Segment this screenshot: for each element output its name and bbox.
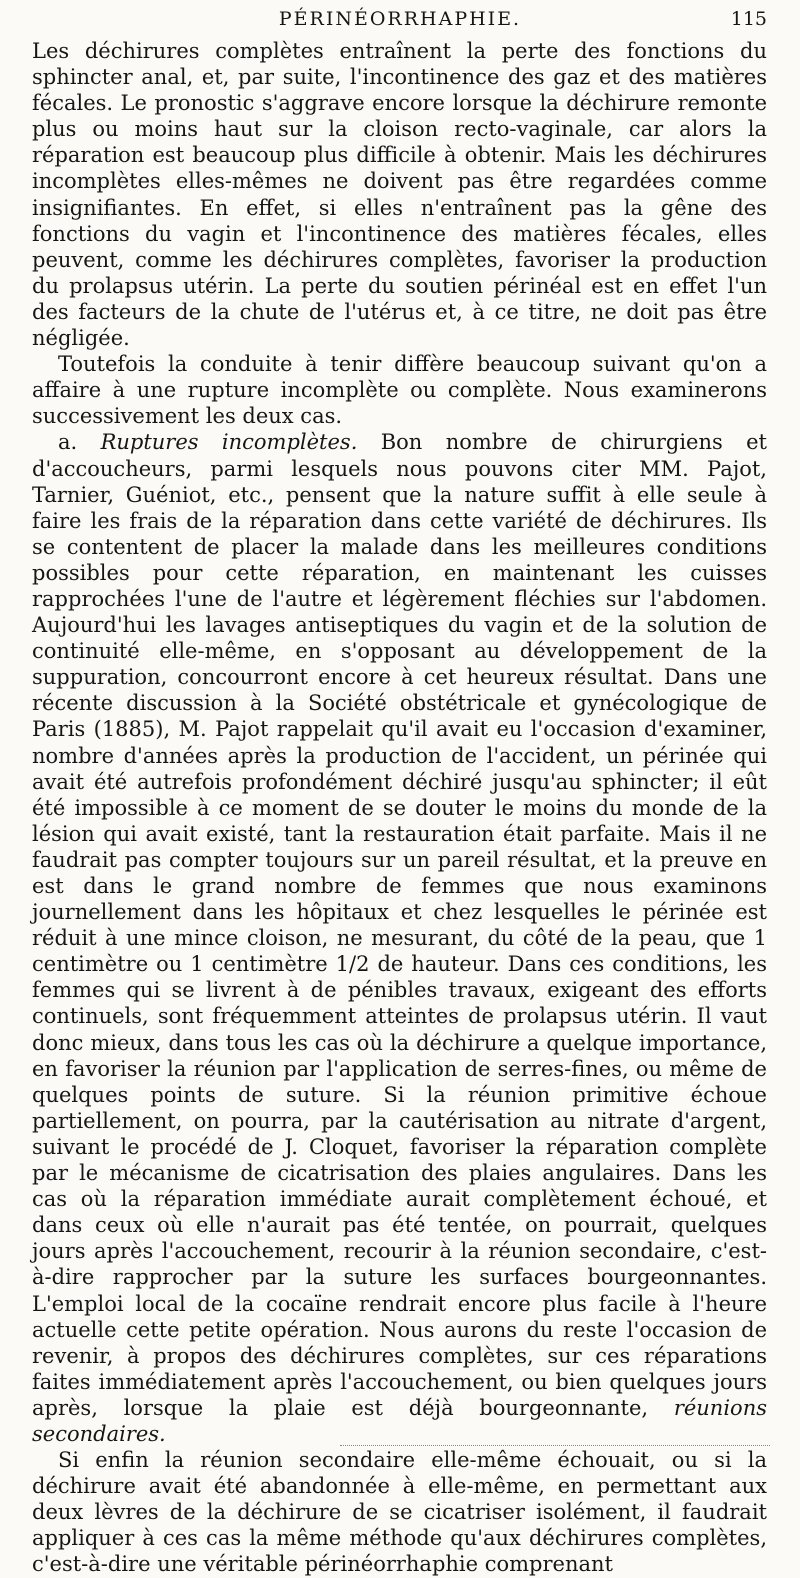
text-run: Toutefois la conduite à tenir diffère beaucoup suivant qu'on a affaire à une rupture incomplète ou complète. Nous examinerons successivement les deux cas. bbox=[32, 352, 767, 429]
text-run: a. bbox=[58, 430, 101, 455]
paragraph-4 bbox=[32, 1447, 767, 1577]
paragraph-1 bbox=[32, 38, 767, 351]
text-run: Si enfin la réunion secondaire elle-même échouait, ou si la déchirure avait été abandonnée à elle-même, en permettant aux deux lèvres de la déchirure de se cicatriser isolément, il faudrait appliquer à ces cas la même méthode qu'aux déchirures complètes, c'est-à-dire une véritable périnéorrhaphie comprenant bbox=[32, 1448, 767, 1577]
running-head bbox=[0, 8, 800, 38]
italic-run: réunions secondaires. bbox=[32, 1395, 767, 1446]
text-run: Bon nombre de chirurgiens et d'accoucheurs, parmi lesquels nous pouvons citer MM. Pajot, Tarnier, Guéniot, etc., pensent que la nature suffit à elle seule à faire les frais de la réparation dans cette variété de déchirures. Ils se contentent de placer la malade dans les meilleures conditions possibles pour cette réparation, en maintenant les cuisses rapprochées l'une de l'autre et légèrement fléchies sur l'abdomen. Aujourd'hui les lavages antiseptiques du vagin et de la solution de continuité elle-même, en s'opposant au développement de la suppuration, concourront encore à cet heureux résultat. Dans une récente discussion à la Société obstétricale et gynécologique de Paris (1885), M. Pajot rappelait qu'il avait eu l'occasion d'examiner, nombre d'années après la production de l'accident, un périnée qui avait été autrefois profondément déchiré jusqu'au sphincter; il eût été impossible à ce moment de se douter le moins du monde de la lésion qui avait existé, tant la restauration était parfaite. Mais il ne faudrait pas compter toujours sur un pareil résultat, et la preuve en est dans le grand nombre de femmes que nous examinons journellement dans les hôpitaux et chez lesquelles le périnée est réduit à une mince cloison, ne mesurant, du côté de la peau, que 1 centimètre ou 1 centimètre 1/2 de hauteur. Dans ces conditions, les femmes qui se livrent à de pénibles travaux, exigeant des efforts continuels, sont fréquemment atteintes de prolapsus utérin. Il vaut donc mieux, dans tous les cas où la déchirure a quelque importance, en favoriser la réunion par l'application de serres-fines, ou même de quelques points de suture. Si la réunion primitive échoue partiellement, on pourra, par la cautérisation au nitrate d'argent, suivant le procédé de J. Cloquet, favoriser la réparation complète par le mécanisme de cicatrisation des plaies angulaires. Dans les cas où la réparation immédiate aurait complètement échoué, et dans ceux où elle n'aurait pas été tentée, on pourrait, quelques jours après l'accouchement, recourir à la réunion secondaire, c'est-à-dire rapprocher par la suture les surfaces bourgeonnantes. L'emploi local de la cocaïne rendrait encore plus facile à l'heure actuelle cette petite opération. Nous aurons du reste l'occasion de revenir, à propos des déchirures complètes, sur ces réparations faites immédiatement après l'accouchement, ou bien quelques jours après, lorsque la plaie est déjà bourgeonnante, bbox=[32, 430, 767, 1420]
paragraph-3 bbox=[32, 429, 767, 1447]
bottom-smudge bbox=[340, 1445, 770, 1447]
italic-run: Ruptures incomplètes. bbox=[100, 430, 358, 455]
running-title: PÉRINÉORRHAPHIE. bbox=[278, 8, 522, 30]
page-number: 115 bbox=[730, 8, 767, 30]
paragraph-2 bbox=[32, 351, 767, 429]
body-text bbox=[32, 38, 767, 1578]
text-run: Les déchirures complètes entraînent la perte des fonctions du sphincter anal, et, par suite, l'incontinence des gaz et des matières fécales. Le pronostic s'aggrave encore lorsque la déchirure remonte plus ou moins haut sur la cloison recto-vaginale, car alors la réparation est beaucoup plus difficile à obtenir. Mais les déchirures incomplètes elles-mêmes ne doivent pas être regardées comme insignifiantes. En effet, si elles n'entraînent pas la gêne des fonctions du vagin et l'incontinence des matières fécales, elles peuvent, comme les déchirures complètes, favoriser la production du prolapsus utérin. La perte du soutien périnéal est en effet l'un des facteurs de la chute de l'utérus et, à ce titre, ne doit pas être négligée. bbox=[32, 39, 767, 351]
